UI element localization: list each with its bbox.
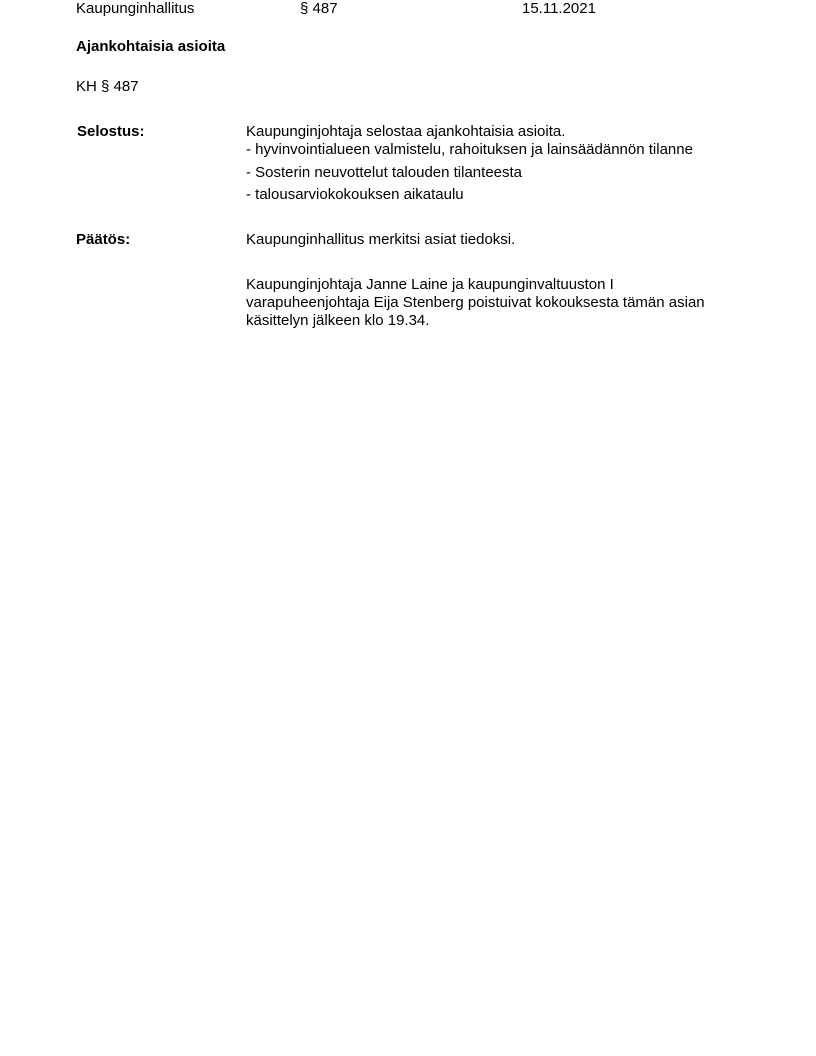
- selostus-text: Kaupunginjohtaja selostaa ajankohtaisia asioita.: [246, 123, 566, 140]
- note-line: käsittelyn jälkeen klo 19.34.: [246, 312, 430, 329]
- header-body-name: Kaupunginhallitus: [76, 0, 195, 17]
- note-line: varapuheenjohtaja Eija Stenberg poistuivat kokouksesta tämän asian: [246, 294, 705, 311]
- header-date: 15.11.2021: [522, 0, 596, 17]
- list-item: - talousarviokokouksen aikataulu: [246, 186, 464, 203]
- document-title: Ajankohtaisia asioita: [76, 38, 226, 55]
- reference-number: KH § 487: [76, 78, 139, 95]
- list-item: - Sosterin neuvottelut talouden tilanteesta: [246, 164, 523, 181]
- list-item: - hyvinvointialueen valmistelu, rahoituksen ja lainsäädännön tilanne: [246, 141, 693, 158]
- departure-note: [246, 276, 746, 330]
- note-line: Kaupunginjohtaja Janne Laine ja kaupunginvaltuuston I: [246, 276, 614, 293]
- selostus-label: Selostus:: [77, 123, 145, 140]
- paatos-text: Kaupunginhallitus merkitsi asiat tiedoksi.: [246, 231, 516, 248]
- header-paragraph-number: § 487: [300, 0, 338, 17]
- paatos-label: Päätös:: [76, 231, 131, 248]
